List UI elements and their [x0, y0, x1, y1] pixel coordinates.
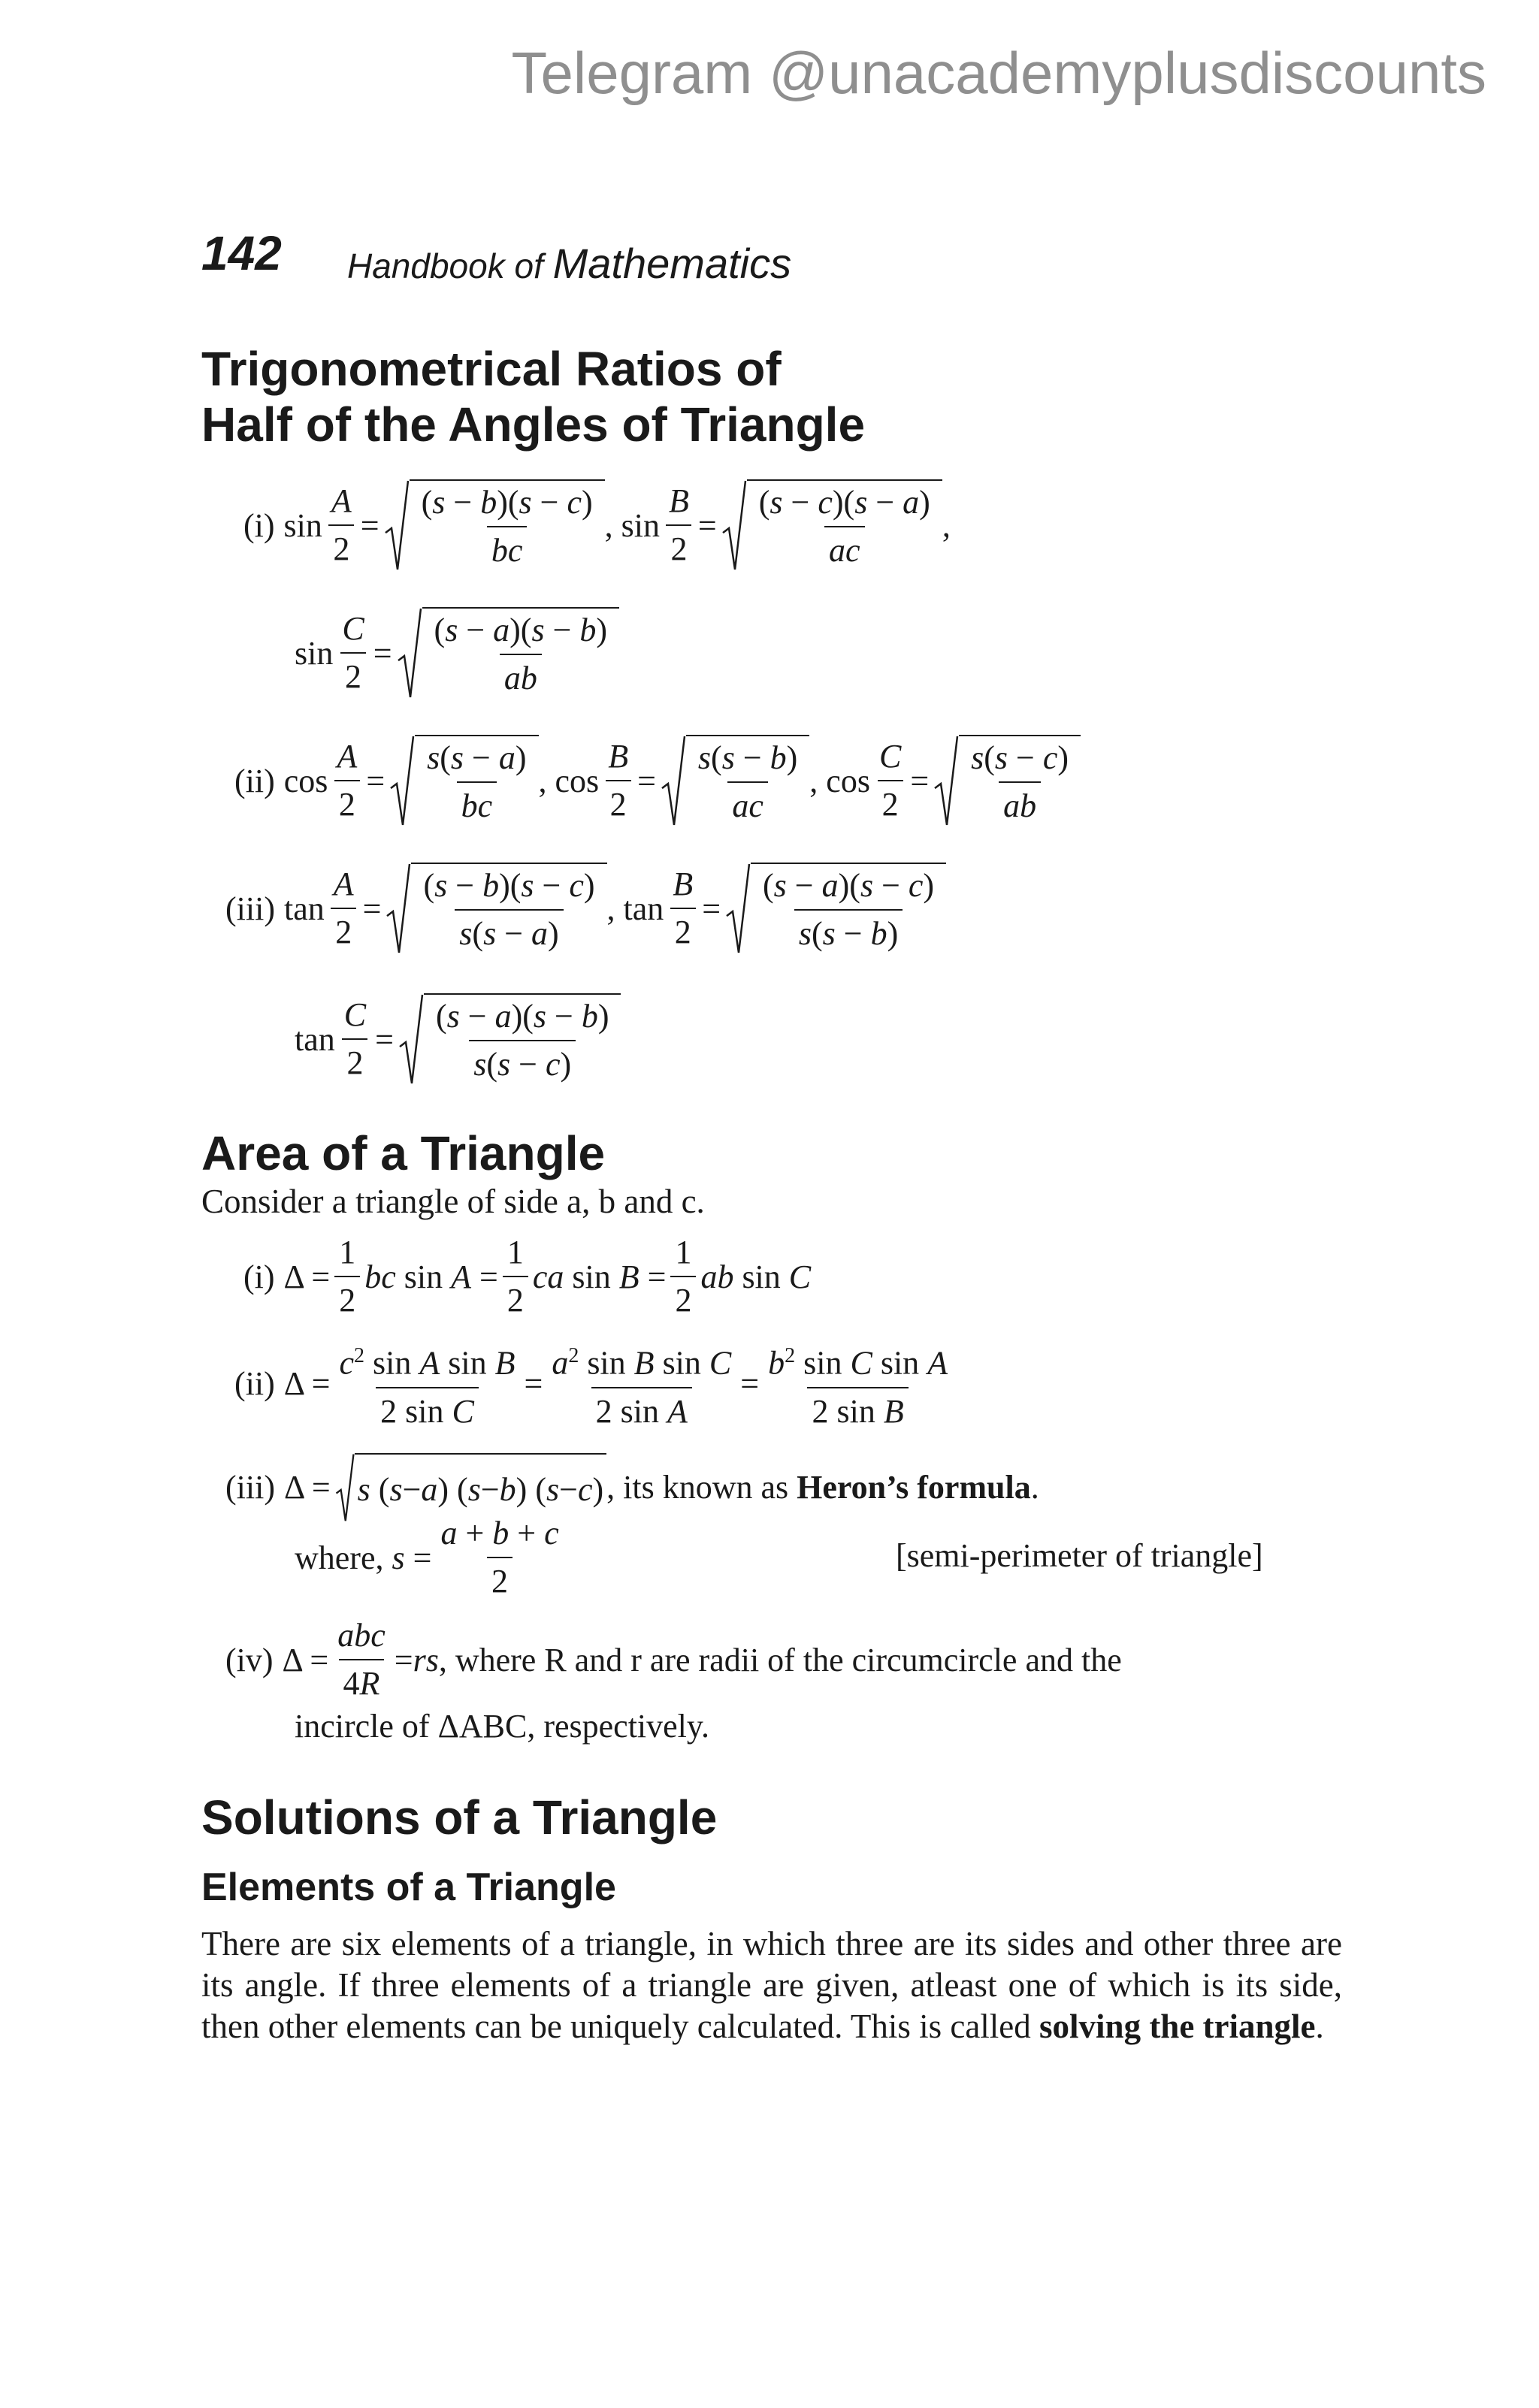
heading-line-1: Trigonometrical Ratios of: [201, 342, 782, 396]
heading-line-2: Half of the Angles of Triangle: [201, 397, 866, 452]
formula-tan-half-angles: (iii) tan $\frac{A}{2}$ = $\frac{(s - b)(s - c)}{s(s - a)}$ , tan $\frac{B}{2}$ = $\frac{(s - a)(s - c)}{s(s - b)}$: [225, 863, 946, 954]
formula-sin-c-half: sin $\frac{C}{2}$ = $\frac{(s - a)(s - b)}{ab}$: [295, 607, 619, 699]
item-label: (i): [243, 506, 275, 544]
formula-semi-perimeter: where, s = $\frac{a + b + c}{2}$: [295, 1513, 568, 1602]
formula-area-ii: (ii) Δ = $\frac{c^2 \sin A \sin B}{\text{2 sin C}}$ = $\frac{a^2 \sin B \sin C}{\text{2 sin A}}$ = $\frac{b^2 \sin C \sin A}{\text{2 sin B}}$: [234, 1336, 957, 1432]
formula-heron: (iii) Δ = s ( s − a ) ( s − b ) ( s − c ) , its known as Heron’s formula .: [225, 1453, 1039, 1522]
heron-formula-label: Heron’s formula: [797, 1469, 1031, 1506]
section-heading-half-angles: [201, 341, 865, 452]
item-label: (ii): [234, 762, 275, 799]
book-title-main: Mathematics: [552, 240, 792, 287]
page-number: 142: [201, 226, 282, 280]
elements-paragraph: [201, 1923, 1342, 2047]
where-label: where,: [295, 1539, 384, 1576]
para-text: There are six elements of a triangle, in which three are its sides and other three are its angle. If three elements of a triangle are given, atleast one of which is its side, then other elements can be uniquely calculated. This is called: [201, 1925, 1342, 2045]
section-heading-area: Area of a Triangle: [201, 1126, 606, 1180]
area-iv-text: , where R and r are radii of the circumcircle and the: [438, 1641, 1122, 1678]
para-bold-term: solving the triangle: [1039, 2008, 1316, 2045]
item-label: (iii): [225, 890, 275, 927]
formula-sin-half-angles: (i) sin $\frac{A}{2}$ = $\frac{(s - b)(s - c)}{bc}$ , sin $\frac{B}{2}$ = $\frac{(s - c)(s - a)}{ac}$ ,: [243, 479, 951, 571]
section-heading-solutions: Solutions of a Triangle: [201, 1790, 718, 1845]
formula-cos-half-angles: (ii) cos $\frac{A}{2}$ = $\frac{s(s - a)}{bc}$ , cos $\frac{B}{2}$ = $\frac{s(s - b)}{ac}$ , cos $\frac{C}{2}$ = $\frac{s(s - c)}{ab}$: [234, 735, 1081, 826]
formula-tan-c-half: tan $\frac{C}{2}$ = $\frac{(s - a)(s - b)}{s(s - c)}$: [295, 993, 621, 1085]
formula-area-iv: (iv) Δ = $\frac{\text{abc}}{4R}$ = rs , where R and r are radii of the circumcircle and the: [225, 1615, 1122, 1704]
area-iv-text-line2: incircle of ΔABC, respectively.: [295, 1708, 710, 1745]
area-intro: Consider a triangle of side a, b and c.: [201, 1183, 705, 1220]
subheading-elements: Elements of a Triangle: [201, 1866, 616, 1909]
formula-area-i: (i) Δ = $\frac{1}{2}$ bc sin A = $\frac{1}{2}$ ca sin B = $\frac{1}{2}$ ab sin C: [243, 1232, 811, 1321]
watermark: Telegram @unacademyplusdiscounts: [511, 40, 1486, 106]
heron-text: , its known as: [606, 1469, 789, 1506]
semi-perimeter-note: [semi-perimeter of triangle]: [896, 1537, 1263, 1574]
book-title: [347, 239, 791, 288]
para-end: .: [1315, 2008, 1324, 2045]
book-title-prefix: Handbook of: [347, 246, 543, 286]
